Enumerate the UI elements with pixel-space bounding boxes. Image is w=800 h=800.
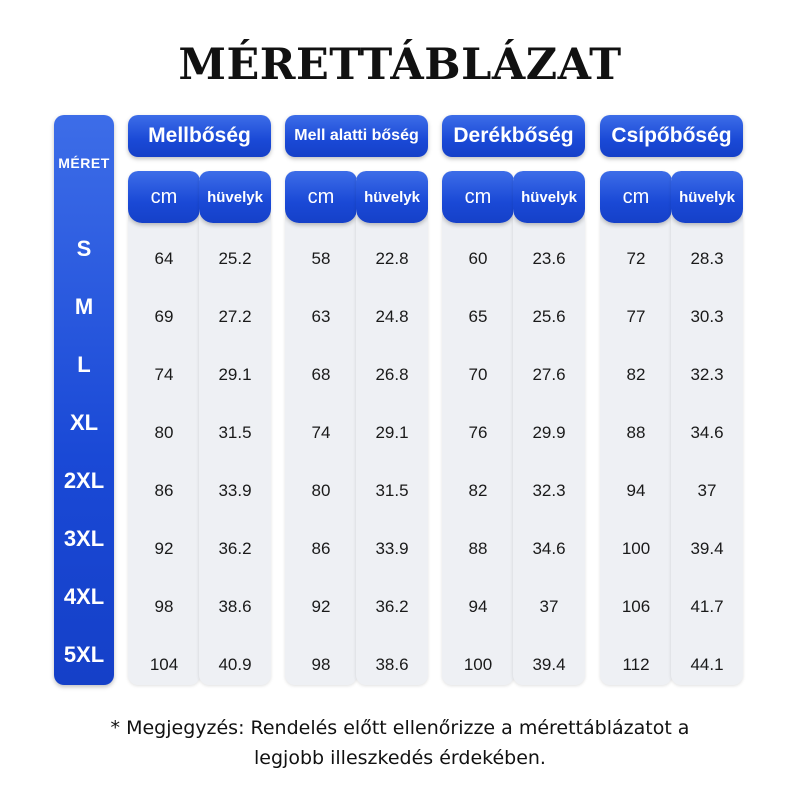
table-cell: 33.9 bbox=[375, 539, 409, 558]
table-cell: 82 bbox=[626, 365, 646, 384]
table-cell: 29.9 bbox=[532, 423, 566, 442]
table-cell: 31.5 bbox=[218, 423, 252, 442]
size-label: 2XL bbox=[63, 468, 105, 493]
unit-header: cm bbox=[128, 171, 200, 223]
table-cell: 44.1 bbox=[690, 655, 724, 674]
table-cell: 77 bbox=[626, 307, 646, 326]
table-cell: 65 bbox=[468, 307, 488, 326]
size-label: S bbox=[76, 236, 92, 261]
unit-header: hüvelyk bbox=[356, 171, 428, 223]
table-cell: 41.7 bbox=[690, 597, 724, 616]
unit-header: hüvelyk bbox=[199, 171, 271, 223]
table-cell: 82 bbox=[468, 481, 488, 500]
table-cell: 68 bbox=[311, 365, 331, 384]
table-cell: 74 bbox=[154, 365, 174, 384]
table-cell: 34.6 bbox=[532, 539, 566, 558]
table-cell: 100 bbox=[621, 539, 651, 558]
unit-header: cm bbox=[442, 171, 514, 223]
table-cell: 88 bbox=[626, 423, 646, 442]
table-cell: 92 bbox=[311, 597, 331, 616]
table-cell: 40.9 bbox=[218, 655, 252, 674]
table-cell: 30.3 bbox=[690, 307, 724, 326]
table-cell: 32.3 bbox=[532, 481, 566, 500]
page-title: MÉRETTÁBLÁZAT bbox=[178, 40, 622, 90]
table-cell: 29.1 bbox=[375, 423, 409, 442]
unit-column-cm bbox=[600, 171, 672, 685]
table-cell: 22.8 bbox=[375, 249, 409, 268]
table-cell: 32.3 bbox=[690, 365, 724, 384]
table-cell: 58 bbox=[311, 249, 331, 268]
table-cell: 37 bbox=[539, 597, 559, 616]
table-cell: 100 bbox=[463, 655, 493, 674]
table-cell: 70 bbox=[468, 365, 488, 384]
table-cell: 25.6 bbox=[532, 307, 566, 326]
table-cell: 106 bbox=[621, 597, 651, 616]
table-cell: 27.2 bbox=[218, 307, 252, 326]
table-cell: 69 bbox=[154, 307, 174, 326]
table-cell: 27.6 bbox=[532, 365, 566, 384]
table-cell: 86 bbox=[154, 481, 174, 500]
table-cell: 63 bbox=[311, 307, 331, 326]
table-cell: 38.6 bbox=[218, 597, 252, 616]
table-cell: 25.2 bbox=[218, 249, 252, 268]
size-label: 3XL bbox=[63, 526, 105, 551]
table-cell: 76 bbox=[468, 423, 488, 442]
table-cell: 34.6 bbox=[690, 423, 724, 442]
table-cell: 26.8 bbox=[375, 365, 409, 384]
size-label: 5XL bbox=[63, 642, 105, 667]
size-label: 4XL bbox=[63, 584, 105, 609]
table-cell: 23.6 bbox=[532, 249, 566, 268]
size-note-line-2: legjobb illeszkedés érdekében. bbox=[254, 747, 546, 769]
table-cell: 72 bbox=[626, 249, 646, 268]
table-cell: 39.4 bbox=[532, 655, 566, 674]
unit-header: cm bbox=[600, 171, 672, 223]
unit-column-inch bbox=[199, 171, 271, 685]
table-cell: 24.8 bbox=[375, 307, 409, 326]
table-cell: 39.4 bbox=[690, 539, 724, 558]
table-cell: 36.2 bbox=[218, 539, 252, 558]
unit-column-inch bbox=[513, 171, 585, 685]
measurement-header: Derékbőség bbox=[442, 115, 585, 157]
measurement-header: Mell alatti bőség bbox=[285, 115, 428, 157]
table-cell: 104 bbox=[149, 655, 179, 674]
unit-column-cm bbox=[442, 171, 514, 685]
unit-header: hüvelyk bbox=[671, 171, 743, 223]
table-cell: 33.9 bbox=[218, 481, 252, 500]
table-cell: 88 bbox=[468, 539, 488, 558]
unit-column-cm bbox=[285, 171, 357, 685]
table-cell: 36.2 bbox=[375, 597, 409, 616]
table-cell: 74 bbox=[311, 423, 331, 442]
table-cell: 38.6 bbox=[375, 655, 409, 674]
size-column-header: MÉRET bbox=[58, 155, 110, 171]
unit-column-inch bbox=[671, 171, 743, 685]
table-cell: 92 bbox=[154, 539, 174, 558]
table-cell: 94 bbox=[626, 481, 646, 500]
table-cell: 94 bbox=[468, 597, 488, 616]
table-cell: 98 bbox=[154, 597, 174, 616]
unit-header: hüvelyk bbox=[513, 171, 585, 223]
table-cell: 60 bbox=[468, 249, 488, 268]
size-label: L bbox=[77, 352, 91, 377]
size-note bbox=[0, 713, 800, 773]
measurement-header: Mellbőség bbox=[128, 115, 271, 157]
table-cell: 29.1 bbox=[218, 365, 252, 384]
unit-column-cm bbox=[128, 171, 200, 685]
table-cell: 98 bbox=[311, 655, 331, 674]
size-column bbox=[54, 115, 114, 685]
table-cell: 28.3 bbox=[690, 249, 724, 268]
table-cell: 31.5 bbox=[375, 481, 409, 500]
size-note-line-1: * Megjegyzés: Rendelés előtt ellenőrizze a mérettáblázatot a bbox=[110, 717, 690, 739]
table-cell: 112 bbox=[622, 655, 650, 674]
table-cell: 86 bbox=[311, 539, 331, 558]
table-cell: 64 bbox=[154, 249, 174, 268]
size-label: M bbox=[74, 294, 94, 319]
table-cell: 80 bbox=[311, 481, 331, 500]
unit-header: cm bbox=[285, 171, 357, 223]
measurement-header: Csípőbőség bbox=[600, 115, 743, 157]
table-cell: 37 bbox=[697, 481, 717, 500]
size-label: XL bbox=[69, 410, 99, 435]
unit-column-inch bbox=[356, 171, 428, 685]
table-cell: 80 bbox=[154, 423, 174, 442]
